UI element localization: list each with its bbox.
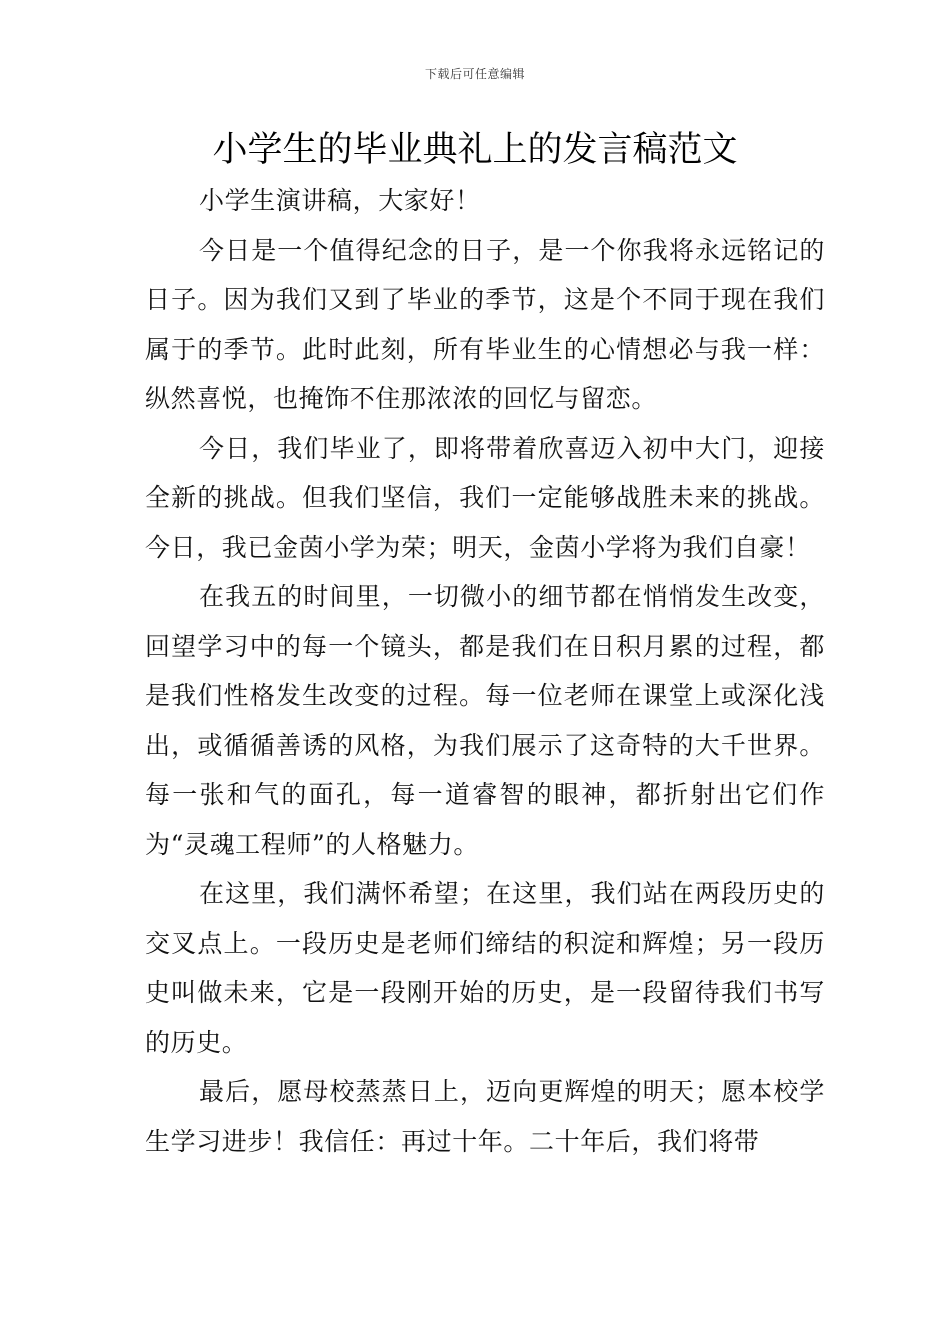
paragraph: 在这里，我们满怀希望；在这里，我们站在两段历史的交叉点上。一段历史是老师们缔结的积淀和辉煌；另一段历史叫做未来，它是一段刚开始的历史，是一段留待我们书写的历史。	[145, 879, 825, 1057]
paragraph-greeting: 小学生演讲稿，大家好！	[199, 186, 481, 215]
paragraph: 最后，愿母校蒸蒸日上，迈向更辉煌的明天；愿本校学生学习进步！我信任：再过十年。二十年后，我们将带	[145, 1077, 825, 1156]
document-body	[145, 176, 825, 1166]
paragraph: 今日是一个值得纪念的日子，是一个你我将永远铭记的日子。因为我们又到了毕业的季节，这是个不同于现在我们属于的季节。此时此刻，所有毕业生的心情想必与我一样：纵然喜悦，也掩饰不住那浓浓的回忆与留恋。	[145, 235, 825, 413]
header-note: 下载后可任意编辑	[424, 67, 525, 81]
document-title: 小学生的毕业典礼上的发言稿范文	[212, 130, 738, 170]
paragraph: 在我五的时间里，一切微小的细节都在悄悄发生改变，回望学习中的每一个镜头，都是我们在日积月累的过程，都是我们性格发生改变的过程。每一位老师在课堂上或深化浅出，或循循善诱的风格，为我们展示了这奇特的大千世界。每一张和气的面孔，每一道睿智的眼神，都折射出它们作为“灵魂工程师”的人格魅力。	[145, 582, 825, 859]
paragraph: 今日，我们毕业了，即将带着欣喜迈入初中大门，迎接全新的挑战。但我们坚信，我们一定能够战胜未来的挑战。今日，我已金茵小学为荣；明天，金茵小学将为我们自豪！	[145, 433, 825, 562]
